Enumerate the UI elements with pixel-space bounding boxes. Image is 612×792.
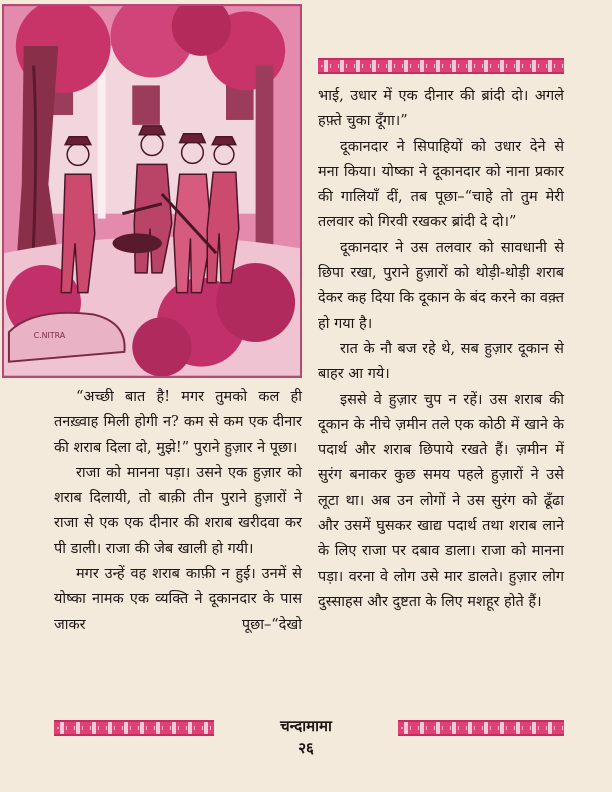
right-column xyxy=(318,84,564,615)
decorative-band-footer-left xyxy=(54,720,214,736)
paragraph: दूकानदार ने सिपाहियों को उधार देने से मना किया। योष्का ने दूकानदार को नाना प्रकार की गालियाँ दीं, तब पूछा–“चाहे तो तुम मेरी तलवार को गिरवी रखकर ब्रांदी दे दो।” xyxy=(318,138,564,231)
paragraph: रात के नौ बज रहे थे, सब हुज़ार दूकान से बाहर आ गये। xyxy=(318,340,564,383)
decorative-band-footer-right xyxy=(398,720,564,736)
paragraph: “अच्छी बात है! मगर तुमको कल ही तनख़्वाह मिली होगी न? कम से कम एक दीनार की शराब दिला दो, मुझे!” पुराने हुज़ार ने पूछा। xyxy=(54,389,302,456)
paragraph: इससे वे हुज़ार चुप न रहें। उस शराब की दूकान के नीचे ज़मीन तले एक कोठी में खाने के पदार्थ और शराब छिपाये रखते हैं। ज़मीन में सुरंग बनाकर कुछ समय पहले हुज़ारों ने उसे लूटा था। अब उन लोगों ने उस सुरंग को ढूँढा और उसमें घुसकर खाद्य पदार्थ तथा शराब लाने के लिए राजा पर दबाव डाला। राजा को मानना पड़ा। वरना वे लोग उसे मार डालते। हुज़ार लोग दुस्साहस और दुष्टता के लिए मशहूर होते हैं। xyxy=(318,391,564,610)
artist-signature: C.NITRA xyxy=(33,331,66,341)
left-column xyxy=(54,385,302,638)
decorative-band-top xyxy=(318,58,564,74)
paragraph: राजा को मानना पड़ा। उसने एक हुज़ार को शराब दिलायी, तो बाक़ी तीन पुराने हुज़ारों ने राजा से एक एक दीनार की शराब खरीदवा कर पी डाली। राजा की जेब खाली हो गयी। xyxy=(54,464,302,557)
story-illustration xyxy=(2,4,302,378)
page-number: २६ xyxy=(298,739,314,757)
paragraph: दूकानदार ने उस तलवार को सावधानी से छिपा रखा, पुराने हुज़ारों को थोड़ी-थोड़ी शराब देकर कह दिया कि दूकान के बंद करने का वक़्त हो गया है। xyxy=(318,239,564,332)
magazine-title: चन्दामामा xyxy=(280,717,332,735)
paragraph: मगर उन्हें वह शराब काफ़ी न हुई। उनमें से योष्का नामक एक व्यक्ति ने दूकानदार के पास जाकर पूछा–“देखो xyxy=(54,566,302,633)
paragraph: भाई, उधार में एक दीनार की ब्रांदी दो। अगले हफ़्ते चुका दूँगा।” xyxy=(318,88,564,130)
